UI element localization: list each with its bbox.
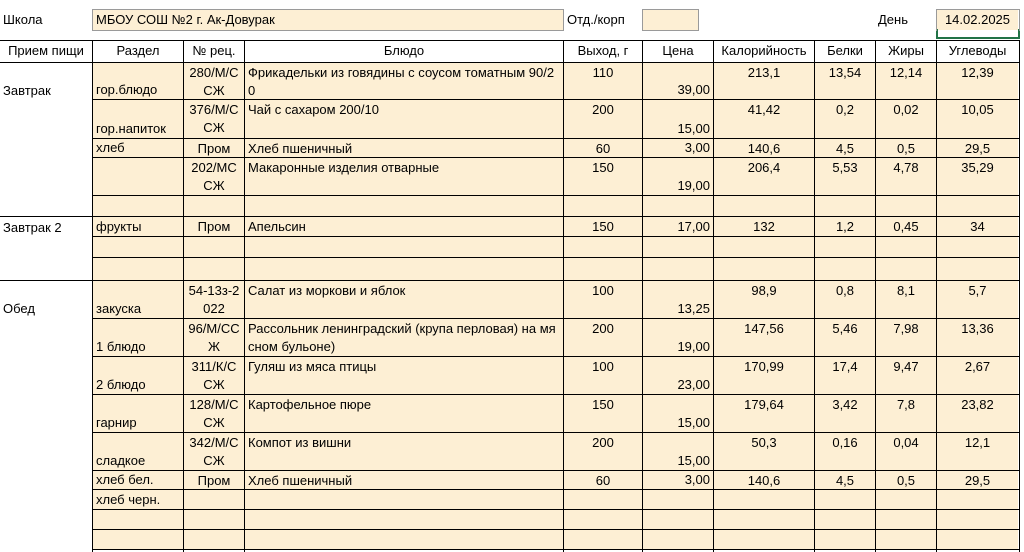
row-4-price-cell[interactable]: 19,00 [643,158,713,196]
grid-line [244,40,245,552]
row-16-carbs-cell[interactable] [937,510,1018,530]
row-17-protein-cell[interactable] [815,530,875,550]
row-1-section-cell[interactable]: гор.блюдо [93,63,183,100]
row-2-dish-cell[interactable]: Чай с сахаром 200/10 [245,100,563,139]
row-17-section-cell[interactable] [93,530,183,550]
grid-line [92,529,1020,530]
row-15-calories-cell[interactable] [714,490,814,510]
grid-line [0,40,1020,41]
row-16-fat-cell[interactable] [876,510,936,530]
row-14-section-cell[interactable]: хлеб бел. [93,471,183,490]
row-4-section-cell[interactable] [93,158,183,196]
row-16-dish-cell[interactable] [245,510,563,530]
row-8-carbs-cell[interactable] [937,258,1018,280]
grid-line [92,30,564,31]
row-17-price-cell[interactable] [643,530,713,550]
meal-lunch[interactable]: Обед [3,301,35,316]
row-17-fat-cell[interactable] [876,530,936,550]
header-meal[interactable]: Прием пищи [8,43,84,58]
row-9-protein-cell[interactable]: 0,8 [815,281,875,319]
row-3-carbs-cell[interactable]: 29,5 [937,139,1018,158]
grid-line [563,9,564,31]
row-5-dish-cell[interactable] [245,196,563,216]
row-4-carbs-cell[interactable]: 35,29 [937,158,1018,196]
row-13-price-cell[interactable]: 15,00 [643,433,713,471]
grid-line [92,257,1020,258]
row-10-calories-cell[interactable]: 147,56 [714,319,814,357]
row-13-yield-cell[interactable]: 200 [564,433,642,471]
row-4-yield-cell[interactable]: 150 [564,158,642,196]
grid-line [642,40,643,552]
row-10-price-cell[interactable]: 19,00 [643,319,713,357]
row-7-protein-cell[interactable] [815,237,875,258]
day-value-cell[interactable]: 14.02.2025 [937,10,1018,30]
row-3-recipe-cell[interactable]: Пром [184,139,244,158]
row-4-recipe-cell[interactable]: 202/МССЖ [184,158,244,196]
row-2-price-cell[interactable]: 15,00 [643,100,713,139]
row-6-section-cell[interactable]: фрукты [93,217,183,237]
row-6-fat-cell[interactable]: 0,45 [876,217,936,237]
row-7-fat-cell[interactable] [876,237,936,258]
row-10-protein-cell[interactable]: 5,46 [815,319,875,357]
row-15-carbs-cell[interactable] [937,490,1018,510]
row-14-yield-cell[interactable]: 60 [564,471,642,490]
grid-line [642,9,699,10]
grid-line [936,9,1020,10]
grid-line [92,549,1020,550]
header-yield[interactable]: Выход, г [577,43,629,58]
row-13-carbs-cell[interactable]: 12,1 [937,433,1018,471]
row-1-yield-cell[interactable]: 110 [564,63,642,100]
row-2-fat-cell[interactable]: 0,02 [876,100,936,139]
row-2-protein-cell[interactable]: 0,2 [815,100,875,139]
day-label[interactable]: День [878,12,908,27]
row-8-dish-cell[interactable] [245,258,563,280]
row-17-yield-cell[interactable] [564,530,642,550]
row-1-dish-cell[interactable]: Фрикадельки из говядины с соусом томатным 90/20 [245,63,563,100]
row-5-fat-cell[interactable] [876,196,936,216]
row-15-fat-cell[interactable] [876,490,936,510]
row-5-carbs-cell[interactable] [937,196,1018,216]
row-1-recipe-cell[interactable]: 280/М/ССЖ [184,63,244,100]
selected-cell-indicator [936,29,1020,39]
row-4-dish-cell[interactable]: Макаронные изделия отварные [245,158,563,196]
row-5-price-cell[interactable] [643,196,713,216]
row-10-yield-cell[interactable]: 200 [564,319,642,357]
row-3-fat-cell[interactable]: 0,5 [876,139,936,158]
row-5-calories-cell[interactable] [714,196,814,216]
row-11-fat-cell[interactable]: 9,47 [876,357,936,395]
row-8-protein-cell[interactable] [815,258,875,280]
row-15-price-cell[interactable] [643,490,713,510]
row-17-dish-cell[interactable] [245,530,563,550]
row-5-recipe-cell[interactable] [184,196,244,216]
row-14-carbs-cell[interactable]: 29,5 [937,471,1018,490]
row-10-fat-cell[interactable]: 7,98 [876,319,936,357]
row-7-carbs-cell[interactable] [937,237,1018,258]
row-1-calories-cell[interactable]: 213,1 [714,63,814,100]
row-5-protein-cell[interactable] [815,196,875,216]
header-fat[interactable]: Жиры [888,43,924,58]
row-12-protein-cell[interactable]: 3,42 [815,395,875,433]
grid-line [814,40,815,552]
row-16-recipe-cell[interactable] [184,510,244,530]
row-16-calories-cell[interactable] [714,510,814,530]
row-14-fat-cell[interactable]: 0,5 [876,471,936,490]
row-13-section-cell[interactable]: сладкое [93,433,183,471]
row-3-section-cell[interactable]: хлеб [93,139,183,158]
row-3-yield-cell[interactable]: 60 [564,139,642,158]
row-12-carbs-cell[interactable]: 23,82 [937,395,1018,433]
row-5-yield-cell[interactable] [564,196,642,216]
grid-line [642,30,699,31]
row-9-fat-cell[interactable]: 8,1 [876,281,936,319]
row-6-recipe-cell[interactable]: Пром [184,217,244,237]
row-6-calories-cell[interactable]: 132 [714,217,814,237]
meal-breakfast-2[interactable]: Завтрак 2 [3,220,62,235]
row-3-dish-cell[interactable]: Хлеб пшеничный [245,139,563,158]
row-2-carbs-cell[interactable]: 10,05 [937,100,1018,139]
row-2-recipe-cell[interactable]: 376/М/ССЖ [184,100,244,139]
row-12-calories-cell[interactable]: 179,64 [714,395,814,433]
row-10-section-cell[interactable]: 1 блюдо [93,319,183,357]
row-16-yield-cell[interactable] [564,510,642,530]
school-name-cell[interactable]: МБОУ СОШ №2 г. Ак-Довурак [93,10,563,30]
grid-line [875,40,876,552]
row-1-protein-cell[interactable]: 13,54 [815,63,875,100]
row-6-dish-cell[interactable]: Апельсин [245,217,563,237]
row-13-dish-cell[interactable]: Компот из вишни [245,433,563,471]
row-15-dish-cell[interactable] [245,490,563,510]
grid-line [92,138,1020,139]
row-8-fat-cell[interactable] [876,258,936,280]
row-4-fat-cell[interactable]: 4,78 [876,158,936,196]
row-15-protein-cell[interactable] [815,490,875,510]
row-14-price-cell[interactable]: 3,00 [643,471,713,490]
row-13-recipe-cell[interactable]: 342/М/ССЖ [184,433,244,471]
row-3-calories-cell[interactable]: 140,6 [714,139,814,158]
grid-line [92,356,1020,357]
row-10-dish-cell[interactable]: Рассольник ленинградский (крупа перловая) на мясном бульоне) [245,319,563,357]
grid-line [92,195,1020,196]
row-7-price-cell[interactable] [643,237,713,258]
row-6-yield-cell[interactable]: 150 [564,217,642,237]
dept-value-cell[interactable] [643,10,698,30]
grid-line [92,9,93,31]
row-9-price-cell[interactable]: 13,25 [643,281,713,319]
grid-line [92,99,1020,100]
row-9-section-cell[interactable]: закуска [93,281,183,319]
row-14-recipe-cell[interactable]: Пром [184,471,244,490]
row-13-protein-cell[interactable]: 0,16 [815,433,875,471]
grid-line [92,9,564,10]
row-11-protein-cell[interactable]: 17,4 [815,357,875,395]
grid-line [92,489,1020,490]
row-4-calories-cell[interactable]: 206,4 [714,158,814,196]
row-12-section-cell[interactable]: гарнир [93,395,183,433]
row-2-yield-cell[interactable]: 200 [564,100,642,139]
row-17-carbs-cell[interactable] [937,530,1018,550]
row-10-carbs-cell[interactable]: 13,36 [937,319,1018,357]
header-calories[interactable]: Калорийность [721,43,807,58]
row-8-yield-cell[interactable] [564,258,642,280]
row-17-recipe-cell[interactable] [184,530,244,550]
row-2-section-cell[interactable]: гор.напиток [93,100,183,139]
header-dish[interactable]: Блюдо [383,43,425,58]
row-1-carbs-cell[interactable]: 12,39 [937,63,1018,100]
row-1-fat-cell[interactable]: 12,14 [876,63,936,100]
row-11-carbs-cell[interactable]: 2,67 [937,357,1018,395]
row-11-yield-cell[interactable]: 100 [564,357,642,395]
row-2-calories-cell[interactable]: 41,42 [714,100,814,139]
row-1-price-cell[interactable]: 39,00 [643,63,713,100]
row-3-protein-cell[interactable]: 4,5 [815,139,875,158]
row-8-recipe-cell[interactable] [184,258,244,280]
dept-label[interactable]: Отд./корп [567,12,625,27]
grid-line [92,470,1020,471]
meal-breakfast[interactable]: Завтрак [3,83,51,98]
row-9-yield-cell[interactable]: 100 [564,281,642,319]
row-16-protein-cell[interactable] [815,510,875,530]
row-12-yield-cell[interactable]: 150 [564,395,642,433]
row-3-price-cell[interactable]: 3,00 [643,139,713,158]
row-9-calories-cell[interactable]: 98,9 [714,281,814,319]
row-13-calories-cell[interactable]: 50,3 [714,433,814,471]
header-price[interactable]: Цена [662,43,694,58]
row-11-dish-cell[interactable]: Гуляш из мяса птицы [245,357,563,395]
row-13-fat-cell[interactable]: 0,04 [876,433,936,471]
row-14-protein-cell[interactable]: 4,5 [815,471,875,490]
row-9-recipe-cell[interactable]: 54-13з-2022 [184,281,244,319]
row-16-section-cell[interactable] [93,510,183,530]
row-7-recipe-cell[interactable] [184,237,244,258]
row-15-yield-cell[interactable] [564,490,642,510]
grid-line [92,318,1020,319]
grid-line [0,280,1020,281]
grid-line [92,236,1020,237]
header-section[interactable]: Раздел [116,43,160,58]
grid-line [1019,9,1020,31]
row-12-dish-cell[interactable]: Картофельное пюре [245,395,563,433]
row-11-recipe-cell[interactable]: 311/К/ССЖ [184,357,244,395]
grid-line [92,394,1020,395]
row-12-fat-cell[interactable]: 7,8 [876,395,936,433]
row-9-carbs-cell[interactable]: 5,7 [937,281,1018,319]
row-7-calories-cell[interactable] [714,237,814,258]
row-6-price-cell[interactable]: 17,00 [643,217,713,237]
row-12-price-cell[interactable]: 15,00 [643,395,713,433]
header-recipe[interactable]: № рец. [192,43,236,58]
row-7-dish-cell[interactable] [245,237,563,258]
row-8-price-cell[interactable] [643,258,713,280]
grid-line [698,9,699,31]
grid-line [92,40,93,552]
row-9-dish-cell[interactable]: Салат из моркови и яблок [245,281,563,319]
row-15-recipe-cell[interactable] [184,490,244,510]
school-label[interactable]: Школа [3,12,43,27]
grid-line [936,40,937,552]
row-16-price-cell[interactable] [643,510,713,530]
row-15-section-cell[interactable]: хлеб черн. [93,490,183,510]
row-8-calories-cell[interactable] [714,258,814,280]
row-7-section-cell[interactable] [93,237,183,258]
row-6-protein-cell[interactable]: 1,2 [815,217,875,237]
row-7-yield-cell[interactable] [564,237,642,258]
grid-line [92,157,1020,158]
row-4-protein-cell[interactable]: 5,53 [815,158,875,196]
grid-line [92,509,1020,510]
row-12-recipe-cell[interactable]: 128/М/ССЖ [184,395,244,433]
grid-line [92,432,1020,433]
grid-line [0,216,1020,217]
header-protein[interactable]: Белки [827,43,863,58]
grid-line [563,40,564,552]
row-5-section-cell[interactable] [93,196,183,216]
grid-line [183,40,184,552]
row-8-section-cell[interactable] [93,258,183,280]
grid-line [1019,40,1020,552]
row-10-recipe-cell[interactable]: 96/М/ССЖ [184,319,244,357]
row-6-carbs-cell[interactable]: 34 [937,217,1018,237]
header-carbs[interactable]: Углеводы [948,43,1007,58]
row-17-calories-cell[interactable] [714,530,814,550]
row-11-section-cell[interactable]: 2 блюдо [93,357,183,395]
grid-line [0,62,1020,63]
row-11-price-cell[interactable]: 23,00 [643,357,713,395]
grid-line [936,9,937,31]
row-14-calories-cell[interactable]: 140,6 [714,471,814,490]
grid-line [713,40,714,552]
row-11-calories-cell[interactable]: 170,99 [714,357,814,395]
row-14-dish-cell[interactable]: Хлеб пшеничный [245,471,563,490]
grid-line [642,9,643,31]
